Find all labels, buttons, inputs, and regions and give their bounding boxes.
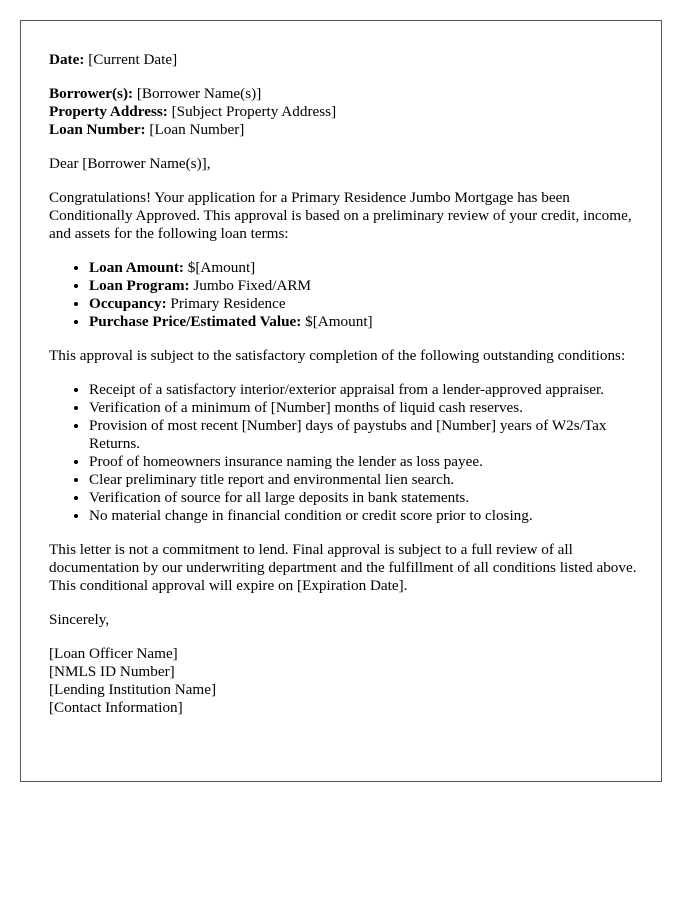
date-block [49,51,641,69]
loan-term-value: $[Amount] [305,313,373,330]
borrower-line [49,85,641,103]
loan-term-item [89,259,641,277]
nmls-id: [NMLS ID Number] [49,663,175,680]
loan-terms-list [49,259,641,331]
loan-number-label: Loan Number: [49,121,146,138]
property-address-line [49,103,641,121]
loan-term-value: Jumbo Fixed/ARM [193,277,312,294]
loan-number-value: [Loan Number] [149,121,245,138]
salutation: Dear [Borrower Name(s)], [49,155,211,172]
closing: Sincerely, [49,611,110,628]
conditions-intro-paragraph: This approval is subject to the satisfactory completion of the following outstanding conditions: [49,347,626,364]
date-label: Date: [49,51,85,68]
loan-info-block [49,85,641,139]
signature-block [49,645,641,717]
loan-term-item [89,313,641,331]
letter-document [20,20,662,782]
intro-paragraph: Congratulations! Your application for a Primary Residence Jumbo Mortgage has been Conditionally Approved. This approval is based on a preliminary review of your credit, income, and assets for the following loan terms: [49,189,632,242]
loan-term-label: Loan Program: [89,277,190,294]
conditions-list [49,381,641,525]
loan-term-label: Purchase Price/Estimated Value: [89,313,302,330]
loan-term-value: Primary Residence [170,295,286,312]
condition-item: • No material change in financial condition or credit score prior to closing. [89,507,641,525]
borrower-label: Borrower(s): [49,85,134,102]
loan-number-line [49,121,641,139]
property-address-value: [Subject Property Address] [171,103,337,120]
condition-item: • Proof of homeowners insurance naming the lender as loss payee. [89,453,641,471]
property-address-label: Property Address: [49,103,168,120]
loan-term-label: Loan Amount: [89,259,184,276]
condition-item: • Verification of a minimum of [Number] months of liquid cash reserves. [89,399,641,417]
borrower-value: [Borrower Name(s)] [136,85,262,102]
loan-term-value: $[Amount] [187,259,256,276]
condition-item: • Clear preliminary title report and environmental lien search. [89,471,641,489]
loan-officer-name: [Loan Officer Name] [49,645,178,662]
disclaimer-paragraph: This letter is not a commitment to lend. Final approval is subject to a full review of all documentation by our underwriting department and the fulfillment of all conditions listed above. This conditional approval will expire on [Expiration Date]. [49,541,637,594]
date-line [49,51,641,69]
contact-information: [Contact Information] [49,699,183,716]
loan-term-item [89,277,641,295]
condition-item: • Verification of source for all large deposits in bank statements. [89,489,641,507]
loan-term-label: Occupancy: [89,295,167,312]
condition-item: • Provision of most recent [Number] days of paystubs and [Number] years of W2s/Tax Returns. [89,417,641,453]
loan-term-item [89,295,641,313]
lending-institution: [Lending Institution Name] [49,681,217,698]
date-value: [Current Date] [88,51,178,68]
condition-item: • Receipt of a satisfactory interior/exterior appraisal from a lender-approved appraiser. [89,381,641,399]
